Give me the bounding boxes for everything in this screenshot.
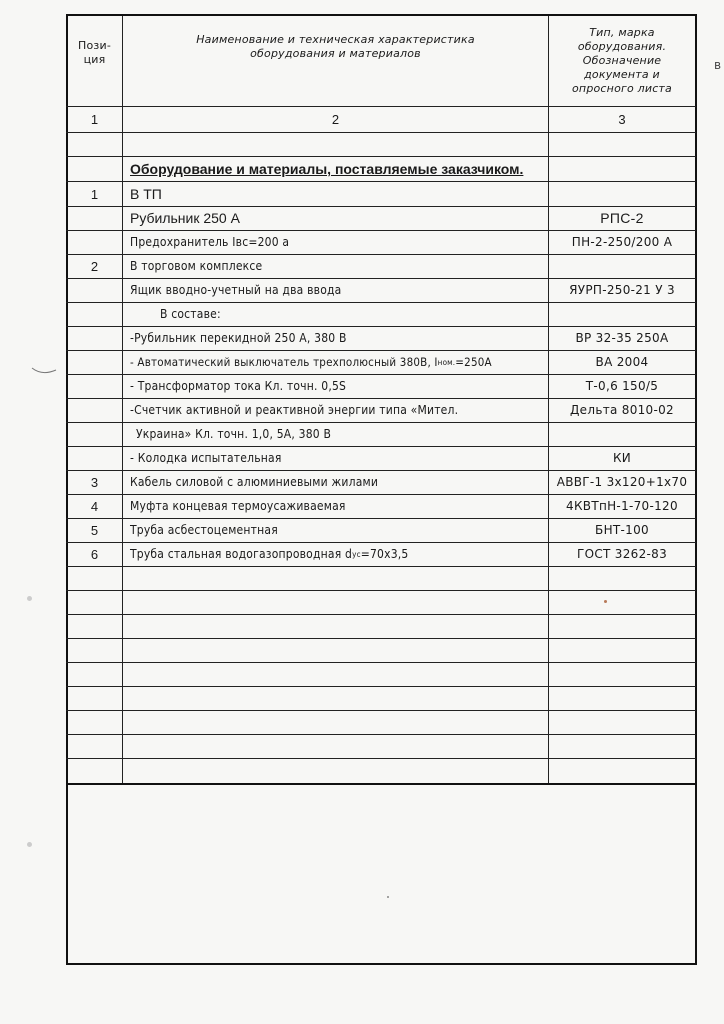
row-description: Ящик вводно-учетный на два ввода — [130, 283, 342, 297]
column-number-2: 2 — [331, 112, 340, 127]
row-type: АВВГ-1 3х120+1х70 — [556, 475, 688, 489]
row-description: В торговом комплексе — [130, 259, 263, 273]
cropped-edge-letter: в — [714, 58, 722, 72]
row-position — [67, 230, 122, 254]
row-line — [66, 132, 696, 133]
row-type: Дельта 8010-02 — [570, 403, 674, 417]
row-line — [66, 758, 696, 759]
column-number-3: 3 — [618, 112, 626, 127]
row-description — [130, 350, 492, 374]
hole-punch-mark — [27, 842, 32, 847]
row-type: 4КВТпН-1-70-120 — [566, 499, 678, 513]
row-type: Т-0,6 150/5 — [585, 379, 659, 393]
row-line — [66, 686, 696, 687]
ink-speck — [604, 600, 607, 603]
row-line — [66, 566, 696, 567]
row-position — [67, 422, 122, 446]
row-position: 2 — [90, 258, 99, 274]
row-position: 4 — [90, 498, 99, 514]
row-description: Муфта концевая термоусаживаемая — [130, 499, 346, 513]
row-position — [67, 326, 122, 350]
row-line — [66, 638, 696, 639]
row-line — [66, 710, 696, 711]
row-description: В ТП — [130, 186, 162, 202]
row-description-subscript: ном. — [437, 357, 456, 367]
row-type — [549, 182, 695, 206]
row-position: 1 — [90, 186, 99, 202]
row-type: ЯУРП-250-21 У 3 — [569, 283, 675, 297]
row-description: Предохранитель Iвс=200 а — [130, 235, 290, 249]
row-line — [66, 614, 696, 615]
row-description: - Трансформатор тока Кл. точн. 0,5S — [130, 379, 347, 393]
row-position: 3 — [90, 474, 99, 490]
row-type: КИ — [612, 451, 632, 465]
row-type — [549, 302, 695, 326]
row-position — [67, 398, 122, 422]
row-type: БНТ-100 — [595, 523, 649, 537]
row-position — [67, 374, 122, 398]
row-type: РПС-2 — [600, 210, 644, 226]
row-description-text: Труба стальная водогазопроводная d — [130, 547, 353, 561]
section-title: Оборудование и материалы, поставляемые заказчиком. — [130, 161, 524, 177]
row-type: ГОСТ 3262-83 — [576, 547, 668, 561]
row-description: -Рубильник перекидной 250 А, 380 В — [130, 331, 347, 345]
row-description: -Счетчик активной и реактивной энергии типа «Мител. — [130, 403, 459, 417]
row-type: ВР 32-35 250А — [575, 331, 669, 345]
row-position — [67, 446, 122, 470]
frame-bottom-edge — [66, 963, 697, 965]
row-line — [66, 590, 696, 591]
row-description: Кабель силовой с алюминиевыми жилами — [130, 475, 379, 489]
row-position — [67, 278, 122, 302]
header-type: Тип, марка оборудования. Обозначение документа и опросного листа — [572, 26, 672, 95]
row-description — [130, 542, 408, 566]
row-line — [66, 734, 696, 735]
row-description-tail: =70х3,5 — [360, 547, 409, 561]
row-type — [549, 422, 695, 446]
row-type: ВА 2004 — [595, 355, 649, 369]
header-name: Наименование и техническая характеристика оборудования и материалов — [196, 33, 475, 60]
row-description: Рубильник 250 А — [130, 210, 240, 226]
frame-top-edge — [66, 14, 697, 16]
row-description: Труба асбестоцементная — [130, 523, 278, 537]
row-description: В составе: — [160, 307, 221, 321]
row-position — [67, 302, 122, 326]
binding-mark — [30, 364, 60, 378]
row-position: 5 — [90, 522, 99, 538]
row-description-subscript: ус — [352, 549, 361, 559]
row-type: ПН-2-250/200 А — [571, 235, 673, 249]
header-position: Пози- ция — [78, 39, 111, 66]
hole-punch-mark — [27, 596, 32, 601]
row-description: - Колодка испытательная — [130, 451, 282, 465]
row-position — [67, 206, 122, 230]
row-description: Украина» Кл. точн. 1,0, 5А, 380 В — [136, 427, 332, 441]
table-bottom-line — [66, 783, 696, 785]
row-description-text: - Автоматический выключатель трехполюсный 380В, I — [130, 355, 438, 369]
ink-speck — [387, 896, 389, 898]
row-position — [67, 350, 122, 374]
column-number-1: 1 — [90, 112, 99, 127]
row-position: 6 — [90, 546, 99, 562]
row-type — [549, 254, 695, 278]
row-description-tail: =250А — [455, 355, 492, 369]
row-line — [66, 662, 696, 663]
